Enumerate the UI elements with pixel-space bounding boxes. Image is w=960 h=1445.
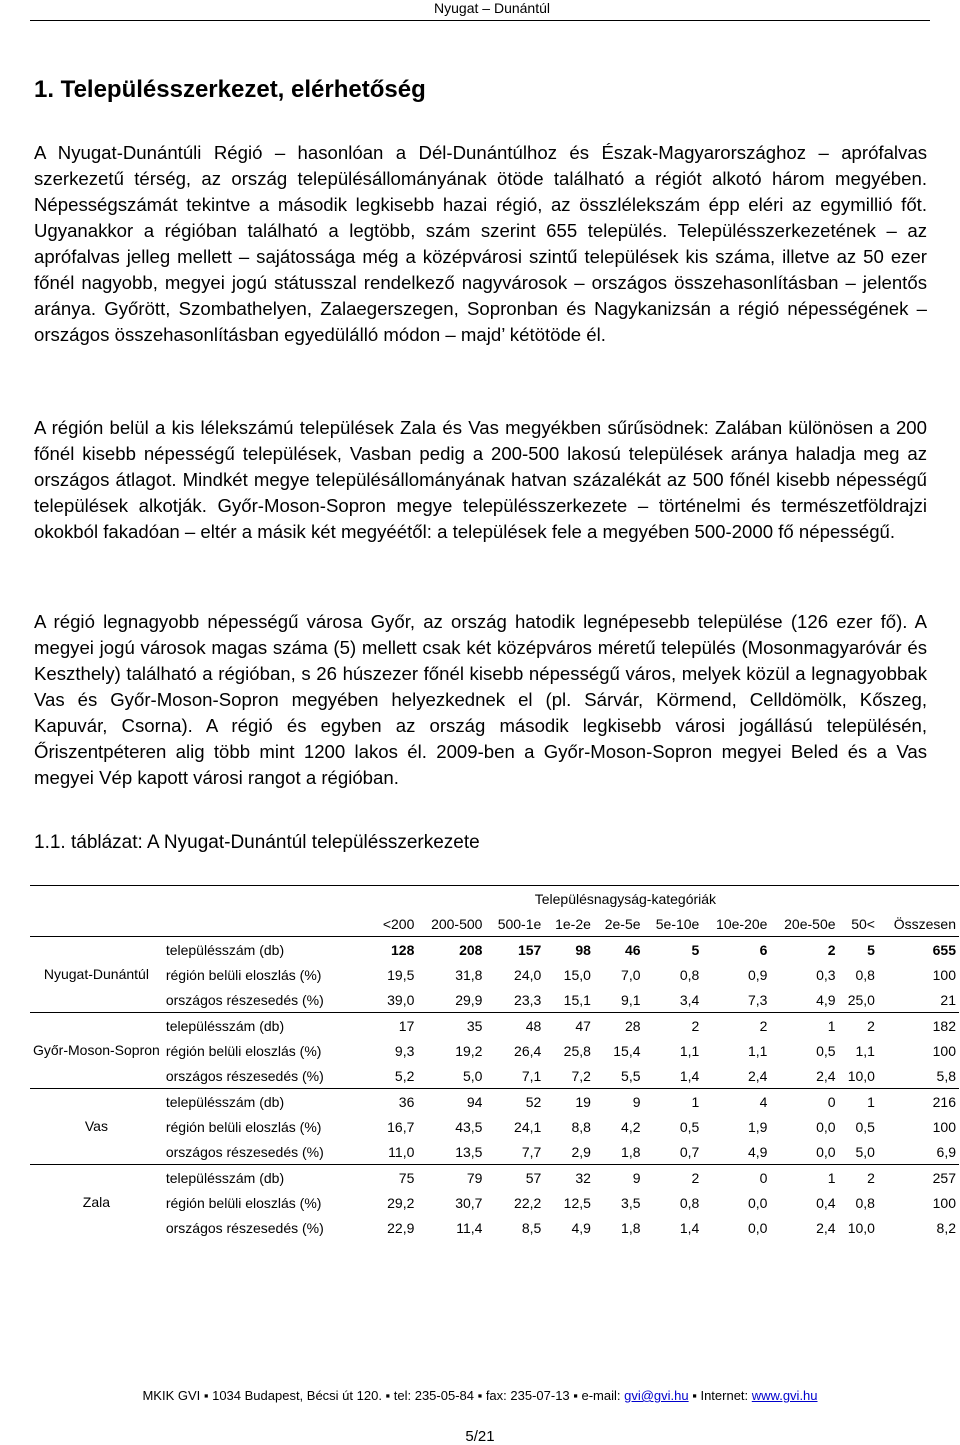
column-header: 50< xyxy=(851,915,875,932)
value-cell: 6,9 xyxy=(936,1143,956,1160)
value-cell: 57 xyxy=(485,1165,544,1191)
value-cell: 10,0 xyxy=(847,1219,875,1236)
value-cell: 13,5 xyxy=(455,1143,483,1160)
paragraph-3-block xyxy=(34,609,927,791)
column-header: 5e-10e xyxy=(655,915,700,932)
column-header: 10e-20e xyxy=(716,915,768,932)
footer-internet-label: ▪ Internet: xyxy=(688,1388,752,1403)
value-cell: 5 xyxy=(839,937,878,963)
value-cell: 1,4 xyxy=(679,1067,700,1084)
value-cell: 0,8 xyxy=(679,966,700,983)
value-cell: 0,8 xyxy=(855,966,875,983)
value-cell: 31,8 xyxy=(455,966,483,983)
value-cell: 0,0 xyxy=(747,1194,768,1211)
table-row xyxy=(30,1114,959,1139)
value-cell: 0,8 xyxy=(855,1194,875,1211)
table-row xyxy=(30,1165,959,1191)
row-label-cell: településszám (db) xyxy=(163,937,373,963)
value-cell: 22,9 xyxy=(387,1219,415,1236)
value-cell: 17 xyxy=(373,1013,418,1039)
paragraph-2-block xyxy=(34,415,927,545)
region-name-cell: Győr-Moson-Sopron xyxy=(30,1013,163,1089)
value-cell: 0 xyxy=(702,1165,770,1191)
value-cell: 0,0 xyxy=(747,1219,768,1236)
value-cell: 15,4 xyxy=(613,1042,641,1059)
paragraph-2: A régión belül a kis lélekszámú települések Zala és Vas megyékben sűrűsödnek: Zalában különösen a 200 főnél kisebb népességű települések, Vasban pedig a 200-500 lakosú települések aránya haladja meg az országos átlagot. Mindkét megye településállományának hatvan százalékát az 500 főnél kisebb népességű települések alkotják. Győr-Moson-Sopron megye településszerkezete – történelmi és természetföldrajzi okokból fakadóan – eltér a másik két megyéétől: a települések fele a megyében 500-2000 fő népességű. xyxy=(34,417,927,542)
value-cell: 12,5 xyxy=(563,1194,591,1211)
value-cell: 1,8 xyxy=(621,1143,641,1160)
value-cell: 1 xyxy=(644,1089,703,1115)
row-label-cell: országos részesedés (%) xyxy=(165,991,324,1008)
value-cell: 9 xyxy=(594,1089,644,1115)
value-cell: 216 xyxy=(878,1089,959,1115)
table-column-header-row xyxy=(30,911,959,937)
value-cell: 11,4 xyxy=(456,1219,483,1236)
value-cell: 100 xyxy=(932,1194,956,1211)
value-cell: 8,8 xyxy=(571,1118,591,1135)
value-cell: 79 xyxy=(417,1165,485,1191)
paragraph-1: A Nyugat-Dunántúli Régió – hasonlóan a Dél-Dunántúlhoz és Észak-Magyarországhoz – aprófalvas szerkezetű térség, az ország településállományának ötöde található a régiót alkotó három megyében. Népességszámát tekintve a második legkisebb hazai régió, az összlélekszám épp eléri az egymillió főt. Ugyanakkor a régióban található a legtöbb, szám szerint 655 település. Településszerkezetének – az aprófalvas jelleg mellett – sajátossága még a középvárosi szintű települések kis száma, illetve az 50 ezer főnél nagyobb, megyei jogú státusszal rendelkező nagyvárosok – országos összehasonlításban – jelentős aránya. Győrött, Szombathelyen, Zalaegerszegen, Sopronban és Nagykanizsán a régió népességének – országos összehasonlításban egyedülálló módon – majd’ kétötöde él. xyxy=(34,142,927,345)
value-cell: 100 xyxy=(932,966,956,983)
value-cell: 9,3 xyxy=(394,1042,415,1059)
row-label-cell: régión belüli eloszlás (%) xyxy=(165,1194,322,1211)
row-label-cell: régión belüli eloszlás (%) xyxy=(165,1042,322,1059)
value-cell: 75 xyxy=(373,1165,418,1191)
footer-email-link[interactable]: gvi@gvi.hu xyxy=(624,1388,689,1403)
value-cell: 5,0 xyxy=(463,1067,483,1084)
value-cell: 3,5 xyxy=(621,1194,641,1211)
table-row xyxy=(30,1139,959,1165)
column-header: <200 xyxy=(382,915,415,932)
value-cell: 655 xyxy=(878,937,959,963)
value-cell: 2,4 xyxy=(816,1219,836,1236)
column-header: 500-1e xyxy=(497,915,542,932)
value-cell: 1 xyxy=(770,1165,838,1191)
value-cell: 5,2 xyxy=(394,1067,415,1084)
value-cell: 32 xyxy=(544,1165,594,1191)
region-name-cell: Zala xyxy=(30,1165,163,1241)
value-cell: 1,9 xyxy=(747,1118,768,1135)
value-cell: 4,9 xyxy=(747,1143,768,1160)
value-cell: 0,5 xyxy=(816,1042,836,1059)
value-cell: 1,1 xyxy=(747,1042,768,1059)
value-cell: 94 xyxy=(417,1089,485,1115)
value-cell: 1 xyxy=(839,1089,878,1115)
value-cell: 16,7 xyxy=(387,1118,415,1135)
empty-header-cell xyxy=(30,911,163,937)
value-cell: 4 xyxy=(702,1089,770,1115)
paragraph-3: A régió legnagyobb népességű városa Győr, az ország hatodik legnépesebb települése (126 ezer fő). A megyei jogú városok magas száma (5) mellett csak két középváros méretű település (Mosonmagyaróvár és Keszthely) található a régióban, s 26 húszezer főnél kisebb népességű város, melyek közül a legnagyobbak Vas és Győr-Moson-Sopron megyében helyezkednek el (pl. Sárvár, Körmend, Celldömölk, Kőszeg, Kapuvár, Csorna). A régió és egyben az ország második legkisebb városi jogállású településén, Őriszentpéteren alig több mint 1200 lakos él. 2009-ben a Győr-Moson-Sopron megyei Beled és a Vas megyei Vép kapott városi rangot a régióban. xyxy=(34,611,927,788)
header-rule xyxy=(30,20,930,21)
size-category-header: Településnagyság-kategóriák xyxy=(373,886,878,912)
table-row xyxy=(30,1063,959,1089)
value-cell: 157 xyxy=(485,937,544,963)
value-cell: 5,5 xyxy=(621,1067,641,1084)
value-cell: 5 xyxy=(644,937,703,963)
row-label-cell: településszám (db) xyxy=(163,1013,373,1039)
table-row xyxy=(30,937,959,963)
row-label-cell: országos részesedés (%) xyxy=(165,1143,324,1160)
value-cell: 7,3 xyxy=(747,991,768,1008)
settlement-structure-table xyxy=(30,885,959,1240)
value-cell: 2 xyxy=(839,1165,878,1191)
value-cell: 5,8 xyxy=(936,1067,956,1084)
value-cell: 3,4 xyxy=(679,991,700,1008)
value-cell: 2 xyxy=(770,937,838,963)
row-label-cell: településszám (db) xyxy=(163,1165,373,1191)
paragraph-1-block xyxy=(34,140,927,348)
value-cell: 29,9 xyxy=(455,991,483,1008)
value-cell: 43,5 xyxy=(455,1118,483,1135)
value-cell: 2,9 xyxy=(571,1143,591,1160)
value-cell: 2,4 xyxy=(816,1067,836,1084)
running-header-title: Nyugat – Dunántúl xyxy=(434,0,550,16)
table-row xyxy=(30,1190,959,1215)
empty-header-cell xyxy=(878,886,959,912)
table-row xyxy=(30,1089,959,1115)
value-cell: 24,0 xyxy=(514,966,542,983)
value-cell: 100 xyxy=(932,1118,956,1135)
value-cell: 7,7 xyxy=(521,1143,542,1160)
region-name-cell: Nyugat-Dunántúl xyxy=(30,937,163,1013)
value-cell: 11,0 xyxy=(388,1143,415,1160)
value-cell: 0,8 xyxy=(679,1194,700,1211)
value-cell: 48 xyxy=(485,1013,544,1039)
value-cell: 6 xyxy=(702,937,770,963)
value-cell: 4,9 xyxy=(571,1219,591,1236)
value-cell: 8,5 xyxy=(521,1219,542,1236)
value-cell: 0,4 xyxy=(816,1194,836,1211)
value-cell: 128 xyxy=(373,937,418,963)
column-header: 20e-50e xyxy=(784,915,836,932)
value-cell: 47 xyxy=(544,1013,594,1039)
value-cell: 15,1 xyxy=(563,991,591,1008)
value-cell: 2 xyxy=(644,1013,703,1039)
value-cell: 100 xyxy=(932,1042,956,1059)
value-cell: 26,4 xyxy=(514,1042,542,1059)
value-cell: 7,1 xyxy=(521,1067,542,1084)
footer-website-link[interactable]: www.gvi.hu xyxy=(751,1388,818,1403)
value-cell: 0,5 xyxy=(855,1118,875,1135)
table-body xyxy=(30,937,959,1241)
value-cell: 2 xyxy=(702,1013,770,1039)
row-label-cell: régión belüli eloszlás (%) xyxy=(165,966,322,983)
value-cell: 98 xyxy=(544,937,594,963)
value-cell: 257 xyxy=(878,1165,959,1191)
value-cell: 19 xyxy=(544,1089,594,1115)
value-cell: 9 xyxy=(594,1165,644,1191)
value-cell: 9,1 xyxy=(621,991,641,1008)
value-cell: 0 xyxy=(770,1089,838,1115)
value-cell: 25,8 xyxy=(563,1042,591,1059)
value-cell: 19,2 xyxy=(455,1042,483,1059)
row-label-cell: régión belüli eloszlás (%) xyxy=(165,1118,322,1135)
value-cell: 23,3 xyxy=(514,991,542,1008)
value-cell: 36 xyxy=(373,1089,418,1115)
value-cell: 2 xyxy=(644,1165,703,1191)
table-row xyxy=(30,962,959,987)
column-header: 200-500 xyxy=(431,915,483,932)
value-cell: 1,1 xyxy=(679,1042,700,1059)
page-number: 5/21 xyxy=(465,1428,495,1445)
value-cell: 1,1 xyxy=(855,1042,875,1059)
table-row xyxy=(30,1038,959,1063)
table-row xyxy=(30,1215,959,1240)
value-cell: 4,9 xyxy=(816,991,836,1008)
value-cell: 29,2 xyxy=(387,1194,415,1211)
value-cell: 39,0 xyxy=(387,991,415,1008)
table-caption: 1.1. táblázat: A Nyugat-Dunántúl településszerkezete xyxy=(34,832,480,853)
value-cell: 0,0 xyxy=(816,1118,836,1135)
column-header: 2e-5e xyxy=(604,915,641,932)
empty-header-cell xyxy=(163,911,373,937)
value-cell: 22,2 xyxy=(514,1194,542,1211)
value-cell: 7,2 xyxy=(571,1067,591,1084)
page-header xyxy=(0,0,960,24)
column-header: Összesen xyxy=(893,915,956,932)
value-cell: 4,2 xyxy=(621,1118,641,1135)
value-cell: 21 xyxy=(940,991,956,1008)
value-cell: 0,3 xyxy=(816,966,836,983)
value-cell: 0,0 xyxy=(816,1143,836,1160)
value-cell: 8,2 xyxy=(936,1219,956,1236)
table-super-header-row xyxy=(30,886,959,912)
value-cell: 19,5 xyxy=(387,966,415,983)
table-row xyxy=(30,1013,959,1039)
value-cell: 1,4 xyxy=(679,1219,700,1236)
value-cell: 10,0 xyxy=(847,1067,875,1084)
value-cell: 35 xyxy=(417,1013,485,1039)
chapter-title: 1. Településszerkezet, elérhetőség xyxy=(34,76,426,103)
value-cell: 0,9 xyxy=(747,966,768,983)
row-label-cell: településszám (db) xyxy=(163,1089,373,1115)
value-cell: 52 xyxy=(485,1089,544,1115)
value-cell: 46 xyxy=(594,937,644,963)
empty-header-cell xyxy=(163,886,373,912)
table-row xyxy=(30,987,959,1013)
value-cell: 28 xyxy=(594,1013,644,1039)
value-cell: 182 xyxy=(878,1013,959,1039)
value-cell: 0,7 xyxy=(679,1143,700,1160)
value-cell: 2 xyxy=(839,1013,878,1039)
region-name-cell: Vas xyxy=(30,1089,163,1165)
value-cell: 208 xyxy=(417,937,485,963)
empty-header-cell xyxy=(30,886,163,912)
value-cell: 7,0 xyxy=(621,966,641,983)
value-cell: 24,1 xyxy=(514,1118,542,1135)
value-cell: 2,4 xyxy=(747,1067,768,1084)
column-header: 1e-2e xyxy=(555,915,591,932)
value-cell: 15,0 xyxy=(563,966,591,983)
value-cell: 5,0 xyxy=(855,1143,875,1160)
row-label-cell: országos részesedés (%) xyxy=(165,1219,324,1236)
value-cell: 1,8 xyxy=(621,1219,641,1236)
value-cell: 30,7 xyxy=(455,1194,483,1211)
value-cell: 1 xyxy=(770,1013,838,1039)
footer-contact-text: MKIK GVI ▪ 1034 Budapest, Bécsi út 120. ▪ tel: 235-05-84 ▪ fax: 235-07-13 ▪ e-mail: xyxy=(142,1388,625,1403)
value-cell: 0,5 xyxy=(679,1118,700,1135)
row-label-cell: országos részesedés (%) xyxy=(165,1067,324,1084)
page-footer xyxy=(0,1388,960,1403)
value-cell: 25,0 xyxy=(847,991,875,1008)
